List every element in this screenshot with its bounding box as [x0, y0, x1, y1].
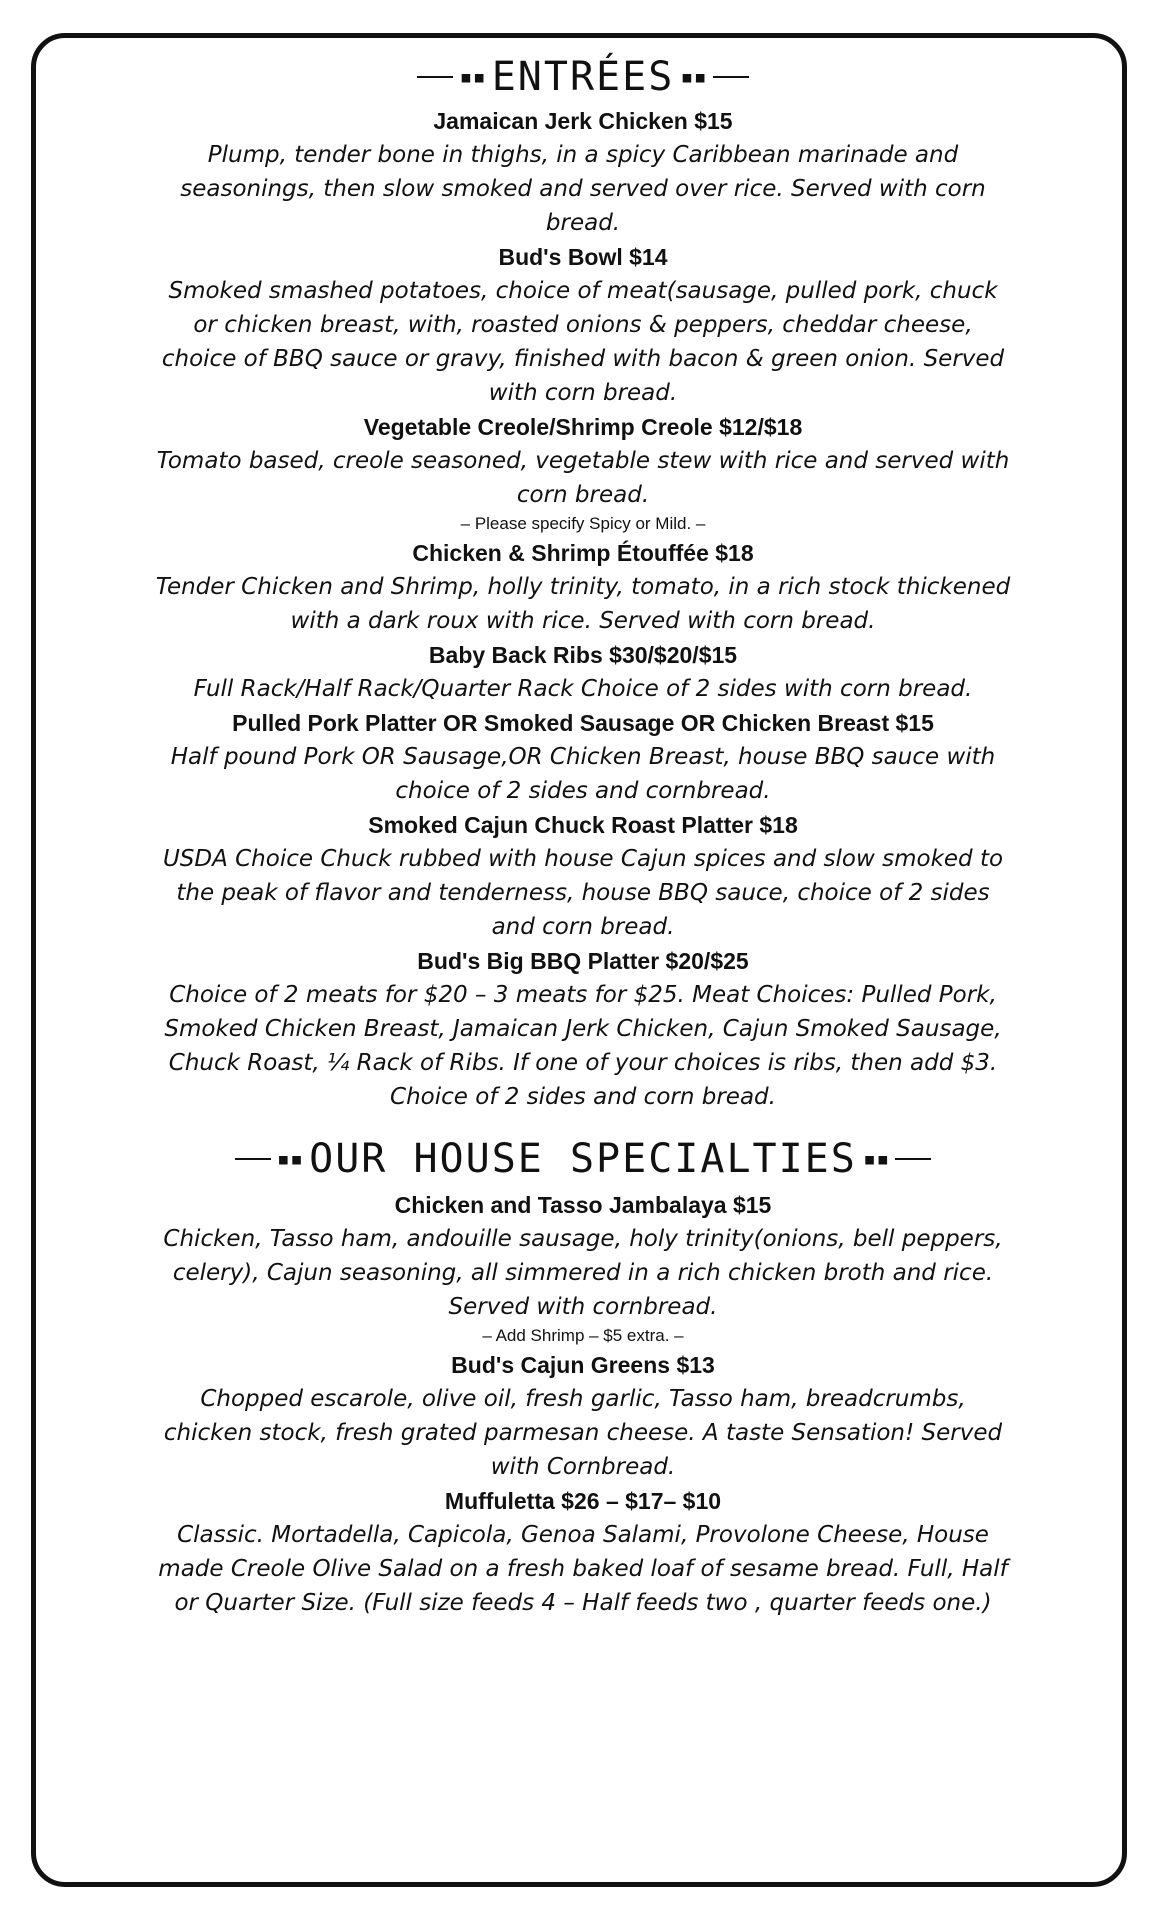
menu-item-title: Pulled Pork Platter OR Smoked Sausage OR Chicken Breast $15 — [232, 710, 934, 736]
menu-item-description: Chicken, Tasso ham, andouille sausage, holy trinity(onions, bell peppers, celery), Cajun seasoning, all simmered in a rich chicken broth and rice. Served with cornbread. — [163, 1226, 1003, 1320]
menu-item-title: Smoked Cajun Chuck Roast Platter $18 — [368, 812, 798, 838]
menu-item-description: Tomato based, creole seasoned, vegetable stew with rice and served with corn bread. — [156, 448, 1010, 508]
menu-item-title: Bud's Big BBQ Platter $20/$25 — [417, 948, 749, 974]
menu-item-title: Muffuletta $26 – $17– $10 — [444, 1488, 722, 1514]
menu-item-note: – Add Shrimp – $5 extra. – — [482, 1326, 684, 1345]
menu-item — [150, 1484, 1016, 1620]
menu-item-title: Vegetable Creole/Shrimp Creole $12/$18 — [363, 414, 803, 440]
menu-item-description: Full Rack/Half Rack/Quarter Rack Choice of 2 sides with corn bread. — [193, 676, 973, 702]
menu-item — [150, 410, 1016, 536]
menu-item-title: Chicken and Tasso Jambalaya $15 — [394, 1192, 772, 1218]
menu-page — [150, 50, 1016, 1620]
entrees-section-header — [150, 50, 1016, 104]
menu-item — [150, 638, 1016, 706]
menu-item-title: Jamaican Jerk Chicken $15 — [433, 108, 733, 134]
header-dots-right: ▪▪ — [862, 1146, 890, 1172]
menu-item — [150, 1348, 1016, 1484]
header-dots-left: ▪▪ — [459, 64, 486, 90]
menu-item-title: Baby Back Ribs $30/$20/$15 — [428, 642, 738, 668]
menu-item — [150, 808, 1016, 944]
menu-item — [150, 240, 1016, 410]
header-rule-left — [235, 1158, 271, 1160]
menu-item-description: Tender Chicken and Shrimp, holly trinity, tomato, in a rich stock thickened with a dark roux with rice. Served with corn bread. — [155, 574, 1011, 634]
menu-item — [150, 944, 1016, 1114]
menu-item-note: – Please specify Spicy or Mild. – — [460, 514, 706, 533]
specialties-heading: OUR HOUSE SPECIALTIES — [309, 1136, 857, 1182]
entrees-heading: ENTRÉES — [491, 54, 675, 100]
menu-item — [150, 104, 1016, 240]
menu-item-description: Plump, tender bone in thighs, in a spicy Caribbean marinade and seasonings, then slow smoked and served over rice. Served with corn bread. — [180, 142, 986, 236]
menu-item — [150, 536, 1016, 638]
header-rule-right — [895, 1158, 931, 1160]
header-rule-right — [713, 76, 749, 78]
menu-item-title: Chicken & Shrimp Étouffée $18 — [412, 540, 754, 566]
menu-item — [150, 1188, 1016, 1348]
header-rule-left — [417, 76, 453, 78]
menu-item — [150, 706, 1016, 808]
menu-item-description: Half pound Pork OR Sausage,OR Chicken Breast, house BBQ sauce with choice of 2 sides and cornbread. — [170, 744, 996, 804]
menu-item-description: Smoked smashed potatoes, choice of meat(sausage, pulled pork, chuck or chicken breast, with, roasted onions & peppers, cheddar cheese, choice of BBQ sauce or gravy, finished with bacon & green onion. Served with corn bread. — [161, 278, 1005, 406]
menu-item-description: Chopped escarole, olive oil, fresh garlic, Tasso ham, breadcrumbs, chicken stock, fresh grated parmesan cheese. A taste Sensation! Served with Cornbread. — [163, 1386, 1003, 1480]
header-dots-left: ▪▪ — [276, 1146, 304, 1172]
specialties-section-header — [150, 1130, 1016, 1188]
menu-item-title: Bud's Cajun Greens $13 — [451, 1352, 715, 1378]
header-dots-right: ▪▪ — [680, 64, 707, 90]
menu-item-title: Bud's Bowl $14 — [498, 244, 668, 270]
specialties-list — [150, 1188, 1016, 1620]
menu-item-description: Choice of 2 meats for $20 – 3 meats for $25. Meat Choices: Pulled Pork, Smoked Chicken Breast, Jamaican Jerk Chicken, Cajun Smoked Sausage, Chuck Roast, ¼ Rack of Ribs. If one of your choices is ribs, then add $3. Choice of 2 sides and corn bread. — [164, 982, 1002, 1110]
menu-item-description: Classic. Mortadella, Capicola, Genoa Salami, Provolone Cheese, House made Creole Olive Salad on a fresh baked loaf of sesame bread. Full, Half or Quarter Size. (Full size feeds 4 – Half feeds two , quarter feeds one.) — [158, 1522, 1008, 1616]
entrees-list — [150, 104, 1016, 1114]
menu-item-description: USDA Choice Chuck rubbed with house Cajun spices and slow smoked to the peak of flavor and tenderness, house BBQ sauce, choice of 2 sides and corn bread. — [162, 846, 1004, 940]
